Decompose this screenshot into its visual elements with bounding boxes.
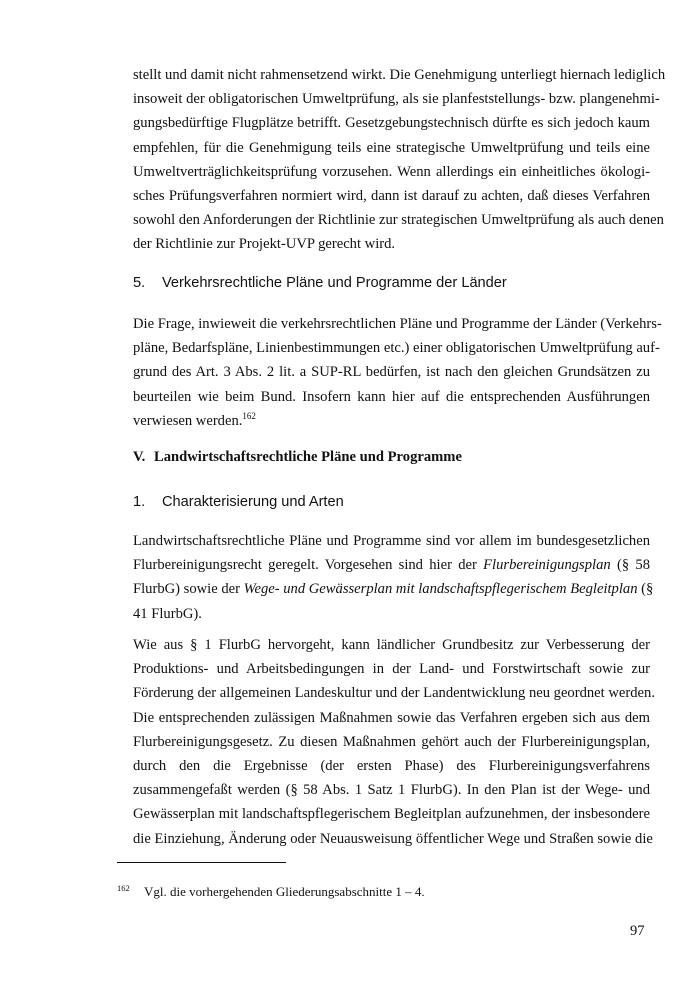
text-line: beurteilen wie beim Bund. Insofern kann hier auf die entsprechenden Ausführungen <box>133 388 650 405</box>
text-fragment: (§ 58 <box>610 557 650 574</box>
text-line: sowohl den Anforderungen der Richtlinie zur strategischen Umweltprüfung als auch denen <box>133 212 664 229</box>
section-heading-5 <box>133 273 507 293</box>
text-line: zusammengefaßt werden (§ 58 Abs. 1 Satz 1 FlurbG). In den Plan ist der Wege- und <box>133 782 650 799</box>
footnote-reference[interactable]: 162 <box>242 410 256 421</box>
text-fragment: FlurbG) sowie der <box>133 581 244 598</box>
section-heading-v <box>133 447 462 467</box>
text-line: sches Prüfungsverfahren normiert wird, dann ist darauf zu achten, daß dieses Verfahren <box>133 187 650 204</box>
text-line <box>133 409 650 433</box>
text-fragment: (§ <box>637 581 654 598</box>
footnote-separator <box>117 862 286 863</box>
text-line: Umweltverträglichkeitsprüfung vorzusehen. Wenn allerdings ein einheitliches ökologi- <box>133 163 650 180</box>
text-line: Produktions- und Arbeitsbedingungen in der Land- und Forstwirtschaft sowie zur <box>133 661 650 678</box>
text-line <box>133 577 654 601</box>
heading-text: Charakterisierung und Arten <box>162 494 344 510</box>
text-line: insoweit der obligatorischen Umweltprüfung, als sie planfeststellungs- bzw. plangenehmi- <box>133 91 660 108</box>
text-line: die Einziehung, Änderung oder Neuausweisung öffentlicher Wege und Straßen sowie die <box>133 830 653 847</box>
heading-number: 5. <box>133 275 146 291</box>
text-line: Flurbereinigungsgesetz. Zu diesen Maßnahmen gehört auch der Flurbereinigungsplan, <box>133 733 650 750</box>
text-line: Gewässerplan mit landschaftspflegerischem Begleitplan aufzunehmen, der insbesondere <box>133 806 650 823</box>
heading-number: 1. <box>133 494 146 510</box>
paragraph-3 <box>133 529 654 626</box>
text-line: der Richtlinie zur Projekt-UVP gerecht wird. <box>133 236 396 253</box>
footnote: 162 Vgl. die vorhergehenden Gliederungsabschnitte 1 – 4. <box>117 883 425 899</box>
text-line: Wie aus § 1 FlurbG hervorgeht, kann ländlicher Grundbesitz zur Verbesserung der <box>133 637 650 653</box>
text-line: empfehlen, für die Genehmigung teils eine strategische Umweltprüfung und teils eine <box>133 139 650 156</box>
text-line: stellt und damit nicht rahmensetzend wirkt. Die Genehmigung unterliegt hiernach lediglich <box>133 67 666 83</box>
heading-text: Verkehrsrechtliche Pläne und Programme der Länder <box>162 275 507 291</box>
footnote-text: Vgl. die vorhergehenden Gliederungsabschnitte 1 – 4. <box>144 884 425 899</box>
page-number: 97 <box>630 923 645 939</box>
paragraph-4 <box>133 633 655 851</box>
text-line: Die entsprechenden zulässigen Maßnahmen sowie das Verfahren ergeben sich aus dem <box>133 709 650 726</box>
text-line: gungsbedürftige Flugplätze betrifft. Gesetzgebungstechnisch dürfte es sich jedoch kaum <box>133 115 650 132</box>
italic-term: Wege- und Gewässerplan mit landschaftspflegerischem Begleitplan <box>243 581 638 598</box>
text-line: Die Frage, inwieweit die verkehrsrechtlichen Pläne und Programme der Länder (Verkehrs- <box>133 316 662 332</box>
text-line: Förderung der allgemeinen Landeskultur und der Landentwicklung neu geordnet werden. <box>133 685 655 702</box>
text-line: grund des Art. 3 Abs. 2 lit. a SUP-RL bedürfen, ist nach den gleichen Grundsätzen zu <box>133 364 650 381</box>
heading-text: Landwirtschaftsrechtliche Pläne und Programme <box>154 449 462 465</box>
text-line: Landwirtschaftsrechtliche Pläne und Programme sind vor allem im bundesgesetzlichen <box>133 533 650 549</box>
text-fragment: verwiesen werden. <box>133 412 243 429</box>
text-line <box>133 553 650 577</box>
paragraph-1 <box>133 63 666 257</box>
text-line: 41 FlurbG). <box>133 605 202 622</box>
paragraph-2 <box>133 312 662 433</box>
text-line: pläne, Bedarfspläne, Linienbestimmungen etc.) einer obligatorischen Umweltprüfung auf- <box>133 340 660 357</box>
text-fragment: Flurbereinigungsrecht geregelt. Vorgesehen sind hier der <box>133 557 484 574</box>
italic-term: Flurbereinigungsplan <box>483 557 611 574</box>
text-line: durch den die Ergebnisse (der ersten Phase) des Flurbereinigungsverfahrens <box>133 757 650 774</box>
heading-number: V. <box>133 449 146 465</box>
section-heading-1 <box>133 492 344 512</box>
